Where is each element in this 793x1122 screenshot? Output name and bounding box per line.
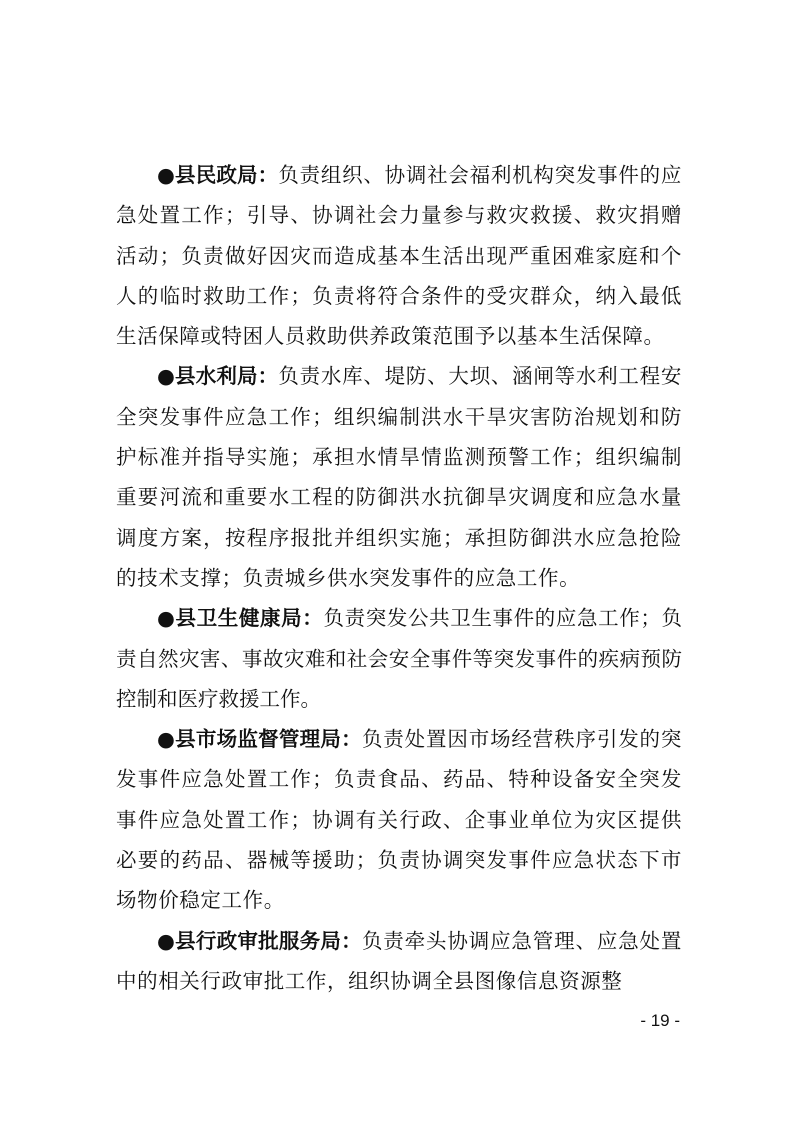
paragraph-market-supervision bbox=[116, 719, 682, 920]
paragraph-heading: ●县行政审批服务局： bbox=[157, 928, 362, 953]
paragraph-heading: ●县市场监督管理局： bbox=[157, 727, 362, 752]
paragraph-heading: ●县卫生健康局： bbox=[157, 606, 324, 631]
paragraph-health bbox=[116, 598, 682, 719]
paragraph-text: 负责牵头协调应急管理、应急处置中的相关行政审批工作，组织协调全县图像信息资源整 bbox=[116, 928, 683, 993]
paragraph-text: 负责组织、协调社会福利机构突发事件的应急处置工作；引导、协调社会力量参与救灾救援、救灾捐赠活动；负责做好因灾而造成基本生活出现严重困难家庭和个人的临时救助工作；负责将符合条件的受灾群众，纳入最低生活保障或特困人员救助供养政策范围予以基本生活保障。 bbox=[116, 163, 683, 349]
document-body bbox=[116, 155, 682, 1001]
paragraph-text: 负责处置因市场经营秩序引发的突发事件应急处置工作；负责食品、药品、特种设备安全突发事件应急处置工作；协调有关行政、企事业单位为灾区提供必要的药品、器械等援助；负责协调突发事件应急状态下市场物价稳定工作。 bbox=[116, 727, 683, 913]
page-number: - 19 - bbox=[640, 1011, 680, 1030]
paragraph-heading: ●县水利局： bbox=[157, 364, 279, 389]
paragraph-heading: ●县民政局： bbox=[157, 163, 279, 187]
paragraph-text: 负责水库、堤防、大坝、涵闸等水利工程安全突发事件应急工作；组织编制洪水干旱灾害防治规划和防护标准并指导实施；承担水情旱情监测预警工作；组织编制重要河流和重要水工程的防御洪水抗御旱灾调度和应急水量调度方案，按程序报批并组织实施；承担防御洪水应急抢险的技术支撑；负责城乡供水突发事件的应急工作。 bbox=[116, 364, 683, 590]
paragraph-water-resources bbox=[116, 356, 682, 598]
paragraph-administrative-approval bbox=[116, 921, 682, 1002]
paragraph-text: 负责突发公共卫生事件的应急工作；负责自然灾害、事故灾难和社会安全事件等突发事件的疾病预防控制和医疗救援工作。 bbox=[116, 606, 683, 711]
paragraph-civil-affairs bbox=[116, 155, 682, 356]
